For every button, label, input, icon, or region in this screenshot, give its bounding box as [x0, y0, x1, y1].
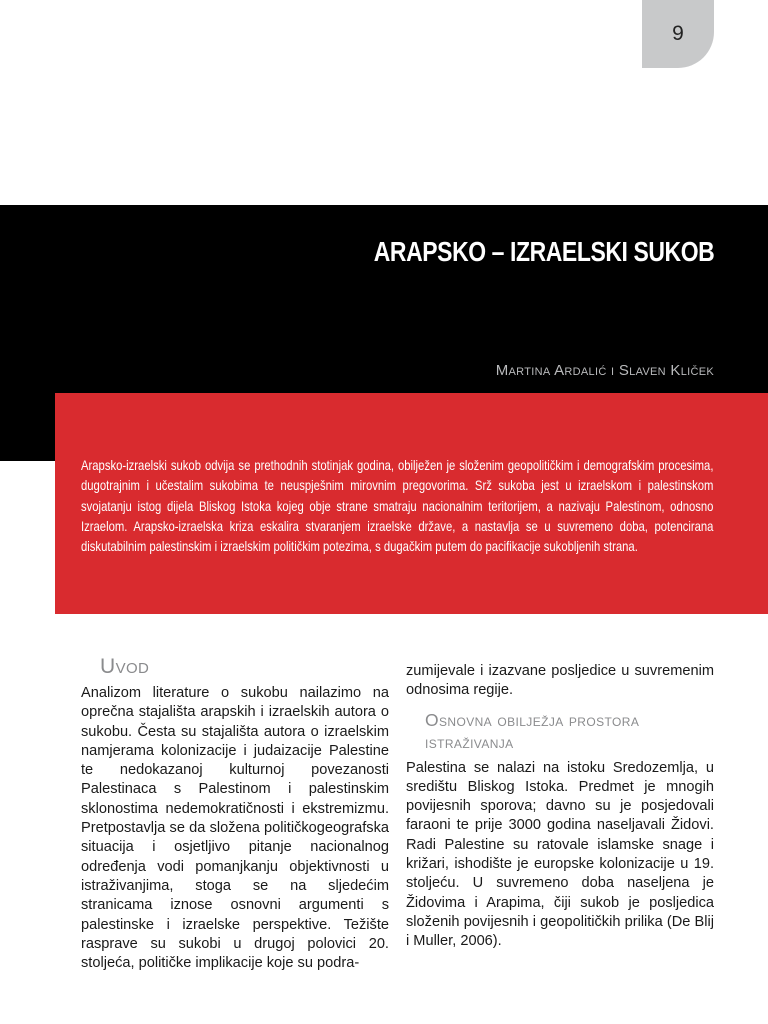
article-authors: Martina Ardalić i Slaven Kliček	[495, 362, 714, 379]
article-title: ARAPSKO – IZRAELSKI SUKOB	[373, 236, 714, 267]
section-heading-osnovna: Osnovna obilježja prostora istraživanja	[425, 709, 640, 752]
uvod-continuation: zumijevale i izazvane posljedice u suvremenim odnosima regije.	[406, 663, 714, 699]
page-number: 9	[672, 22, 684, 45]
section-heading-uvod: Uvod	[100, 655, 150, 678]
uvod-paragraph: Analizom literature o sukobu nailazimo na oprečna stajališta arapskih i izraelskih autora o sukobu. Česta su stajališta autora o izraelskim namjerama kolonizacije i judaizacije Palestine te nedokazanoj kulturnoj povezanosti Palestinaca s Palestinom i palestinskim sklonostima nedemokratičnosti i ekstremizmu. Pretpostavlja se da složena političkogeografska situacija i osjetljivo pitanje nacionalnog određenja vodi pomanjkanju objektivnosti u istraživanjima, stoga se na sljedećim stranicama iznose osnovni argumenti s palestinske i izraelske perspektive. Težište rasprave su sukobi u drugoj polovici 20. stoljeća, političke implikacije koje su podra-	[81, 685, 389, 972]
article-abstract: Arapsko-izraelski sukob odvija se prethodnih stotinjak godina, obilježen je složenim geopolitičkim i demografskim procesima, dugotrajnim i učestalim sukobima te neuspješnim mirovnim pregovorima. Srž sukoba jest u izraelskom i palestinskom svojatanju istog dijela Bliskog Istoka kojeg obje strane smatraju nacionalnim teritorijem, a nazivaju Palestinom, odnosno Izraelom. Arapsko-izraelska kriza eskalira stvaranjem izraelske države, a nastavlja se u suvremeno doba, potencirana diskutabilnim palestinskim i izraelskim političkim potezima, s dugačkim putem do pacifikacije sukobljenih strana.	[81, 458, 714, 555]
page-number-tab	[642, 0, 714, 68]
osnovna-paragraph: Palestina se nalazi na istoku Sredozemlja, u središtu Bliskog Istoka. Predmet je mnogih povijesnih sporova; davno su je posjedovali faraoni te prije 3000 godina naseljavali Židovi. Radi Palestine su ratovale islamske snage i križari, ishodište je europske kolonizacije u 19. stoljeću. U suvremeno doba naseljena je Židovima i Arapima, čiji sukob je posljedica složenih povijesnih i geopolitičkih prilika (De Blij i Muller, 2006).	[406, 759, 714, 950]
left-column	[81, 684, 389, 973]
right-column	[406, 662, 714, 952]
